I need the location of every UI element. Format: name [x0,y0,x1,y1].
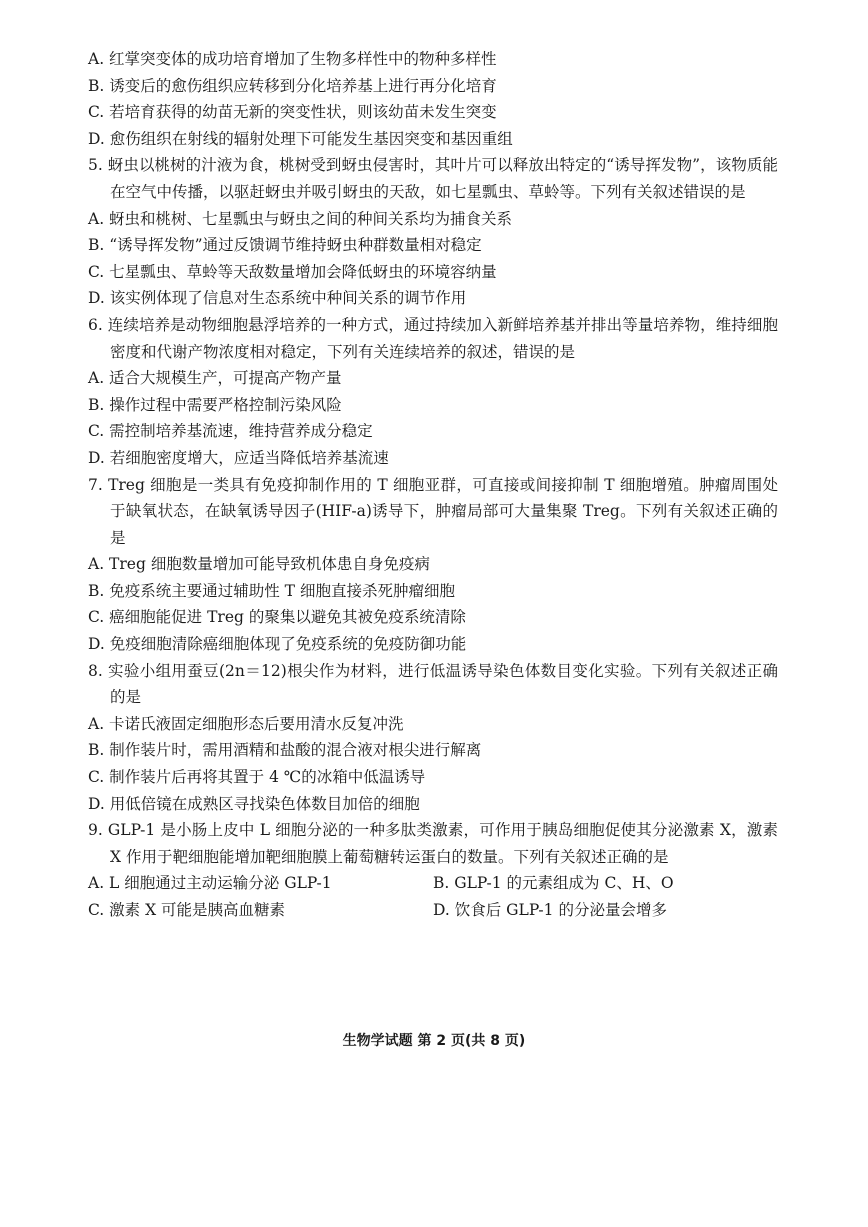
q9-option-b: B. GLP-1 的元素组成为 C、H、O [433,874,674,893]
q5-stem: 5. 蚜虫以桃树的汁液为食，桃树受到蚜虫侵害时，其叶片可以释放出特定的“诱导挥发物”，该物质能在空气中传播，以驱赶蚜虫并吸引蚜虫的天敌，如七星瓢虫、草蛉等。下列有关叙述错误的是 [88,156,778,201]
q9-stem: 9. GLP-1 是小肠上皮中 L 细胞分泌的一种多肽类激素，可作用于胰岛细胞促使其分泌激素 X，激素 X 作用于靶细胞能增加靶细胞膜上葡萄糖转运蛋白的数量。下列有关叙述正确的是 [88,821,778,866]
q5-option-d: D. 该实例体现了信息对生态系统中种间关系的调节作用 [88,289,467,308]
q5-option-b: B. “诱导挥发物”通过反馈调节维持蚜虫种群数量相对稳定 [88,236,482,255]
q9-options-row-1 [88,870,778,897]
q7-option-b: B. 免疫系统主要通过辅助性 T 细胞直接杀死肿瘤细胞 [88,581,455,600]
question-9 [88,817,778,923]
q5-option-a: A. 蚜虫和桃树、七星瓢虫与蚜虫之间的种间关系均为捕食关系 [88,209,513,228]
q8-stem: 8. 实验小组用蚕豆(2n＝12)根尖作为材料，进行低温诱导染色体数目变化实验。下列有关叙述正确的是 [88,661,778,707]
page-footer: 生物学试题 第 2 页(共 8 页) [342,1033,526,1049]
q7-option-d: D. 免疫细胞清除癌细胞体现了免疫系统的免疫防御功能 [88,635,467,654]
q7-option-c: C. 癌细胞能促进 Treg 的聚集以避免其被免疫系统清除 [88,608,466,627]
q9-option-a: A. L 细胞通过主动运输分泌 GLP-1 [88,874,332,893]
question-6 [88,312,778,472]
q6-option-a: A. 适合大规模生产，可提高产物产量 [88,369,342,388]
exam-content [88,46,778,924]
q6-stem: 6. 连续培养是动物细胞悬浮培养的一种方式，通过持续加入新鲜培养基并排出等量培养物，维持细胞密度和代谢产物浓度相对稳定，下列有关连续培养的叙述，错误的是 [88,315,778,361]
q6-option-b: B. 操作过程中需要严格控制污染风险 [88,395,342,414]
question-7 [88,472,778,658]
q8-option-b: B. 制作装片时，需用酒精和盐酸的混合液对根尖进行解离 [88,741,482,760]
q6-option-d: D. 若细胞密度增大，应适当降低培养基流速 [88,448,389,467]
question-5 [88,152,778,312]
q4-option-b: B. 诱变后的愈伤组织应转移到分化培养基上进行再分化培育 [88,76,497,95]
q7-option-a: A. Treg 细胞数量增加可能导致机体患自身免疫病 [88,555,430,574]
q4-option-c: C. 若培育获得的幼苗无新的突变性状，则该幼苗未发生突变 [88,103,497,122]
q4-option-a: A. 红掌突变体的成功培育增加了生物多样性中的物种多样性 [88,50,497,68]
q8-option-c: C. 制作装片后再将其置于 4 ℃的冰箱中低温诱导 [88,768,426,787]
q9-option-c: C. 激素 X 可能是胰高血糖素 [88,901,286,919]
q8-option-a: A. 卡诺氏液固定细胞形态后要用清水反复冲洗 [88,714,404,733]
question-4-options [88,46,778,152]
q6-option-c: C. 需控制培养基流速，维持营养成分稳定 [88,422,373,441]
q9-options-row-2 [88,897,778,924]
q9-option-d: D. 饮食后 GLP-1 的分泌量会增多 [433,901,667,919]
q7-stem: 7. Treg 细胞是一类具有免疫抑制作用的 T 细胞亚群，可直接或间接抑制 T 细胞增殖。肿瘤周围处于缺氧状态，在缺氧诱导因子(HIF-a)诱导下，肿瘤局部可大量集聚 Treg。下列有关叙述正确的是 [88,475,778,547]
q5-option-c: C. 七星瓢虫、草蛉等天敌数量增加会降低蚜虫的环境容纳量 [88,262,497,281]
q4-option-d: D. 愈伤组织在射线的辐射处理下可能发生基因突变和基因重组 [88,129,513,148]
q8-option-d: D. 用低倍镜在成熟区寻找染色体数目加倍的细胞 [88,794,420,813]
question-8 [88,658,778,818]
